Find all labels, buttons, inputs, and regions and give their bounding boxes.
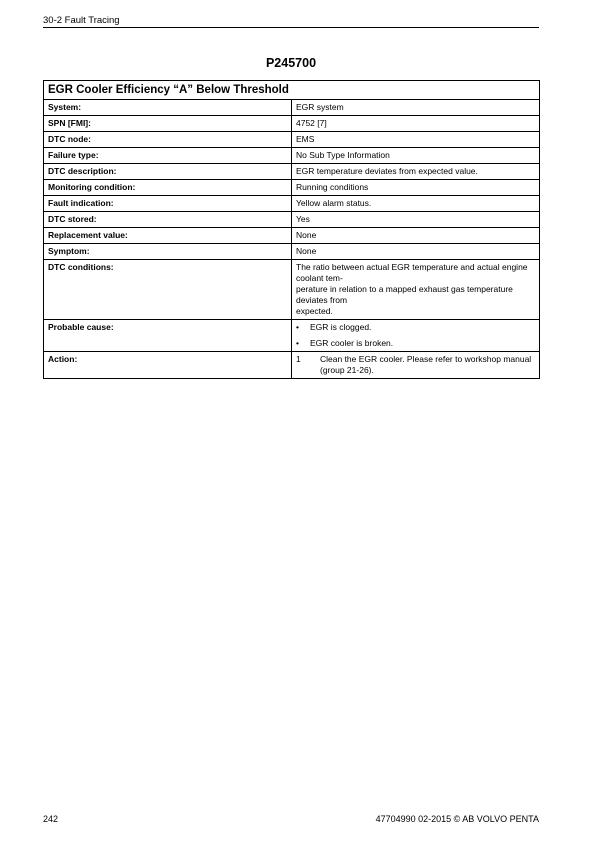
list-item	[296, 322, 535, 333]
cause-text: EGR cooler is broken.	[310, 338, 394, 348]
document-info: 47704990 02-2015 © AB VOLVO PENTA	[375, 814, 539, 824]
row-value-system: EGR system	[292, 100, 540, 116]
table-row	[44, 228, 540, 244]
conditions-line: expected.	[296, 306, 333, 316]
row-label-dtc-node: DTC node:	[44, 132, 292, 148]
cause-text: EGR is clogged.	[310, 322, 372, 332]
conditions-line: perature in relation to a mapped exhaust gas temperature deviates from	[296, 284, 513, 305]
row-value-action	[292, 352, 540, 379]
section-header: 30-2 Fault Tracing	[43, 15, 120, 26]
bullet-icon: •	[296, 322, 299, 332]
table-title-row	[44, 81, 540, 100]
table-row	[44, 320, 540, 352]
action-step-text: Clean the EGR cooler. Please refer to workshop manual (group 21-26).	[320, 354, 532, 375]
row-value-fault-indication: Yellow alarm status.	[292, 196, 540, 212]
row-label-dtc-conditions: DTC conditions:	[44, 260, 292, 320]
table-row	[44, 352, 540, 379]
row-label-action: Action:	[44, 352, 292, 379]
table-row	[44, 260, 540, 320]
page-number: 242	[43, 814, 59, 824]
table-row	[44, 148, 540, 164]
table-row	[44, 164, 540, 180]
row-label-fault-indication: Fault indication:	[44, 196, 292, 212]
row-value-dtc-description: EGR temperature deviates from expected value.	[292, 164, 540, 180]
fault-code: P245700	[265, 56, 317, 70]
row-label-replacement-value: Replacement value:	[44, 228, 292, 244]
table-row	[44, 100, 540, 116]
table-row	[44, 132, 540, 148]
row-value-dtc-node: EMS	[292, 132, 540, 148]
row-label-system: System:	[44, 100, 292, 116]
row-label-spn: SPN [FMI]:	[44, 116, 292, 132]
row-value-monitoring-condition: Running conditions	[292, 180, 540, 196]
row-value-probable-cause	[292, 320, 540, 352]
action-step	[296, 354, 535, 376]
bullet-icon: •	[296, 338, 299, 348]
fault-title: EGR Cooler Efficiency “A” Below Threshold	[44, 81, 540, 100]
cause-list	[296, 322, 535, 349]
table-row	[44, 212, 540, 228]
list-item	[296, 338, 535, 349]
table-row	[44, 180, 540, 196]
row-label-symptom: Symptom:	[44, 244, 292, 260]
row-value-dtc-conditions	[292, 260, 540, 320]
row-value-failure-type: No Sub Type Information	[292, 148, 540, 164]
conditions-line: The ratio between actual EGR temperature and actual engine coolant tem-	[296, 262, 528, 283]
header-rule	[43, 27, 539, 28]
row-label-dtc-stored: DTC stored:	[44, 212, 292, 228]
row-label-probable-cause: Probable cause:	[44, 320, 292, 352]
table-row	[44, 116, 540, 132]
row-value-spn: 4752 [7]	[292, 116, 540, 132]
action-step-number: 1	[296, 354, 301, 364]
fault-table	[43, 80, 540, 379]
row-value-dtc-stored: Yes	[292, 212, 540, 228]
row-label-failure-type: Failure type:	[44, 148, 292, 164]
row-label-monitoring-condition: Monitoring condition:	[44, 180, 292, 196]
table-row	[44, 196, 540, 212]
row-value-symptom: None	[292, 244, 540, 260]
table-row	[44, 244, 540, 260]
row-label-dtc-description: DTC description:	[44, 164, 292, 180]
row-value-replacement-value: None	[292, 228, 540, 244]
